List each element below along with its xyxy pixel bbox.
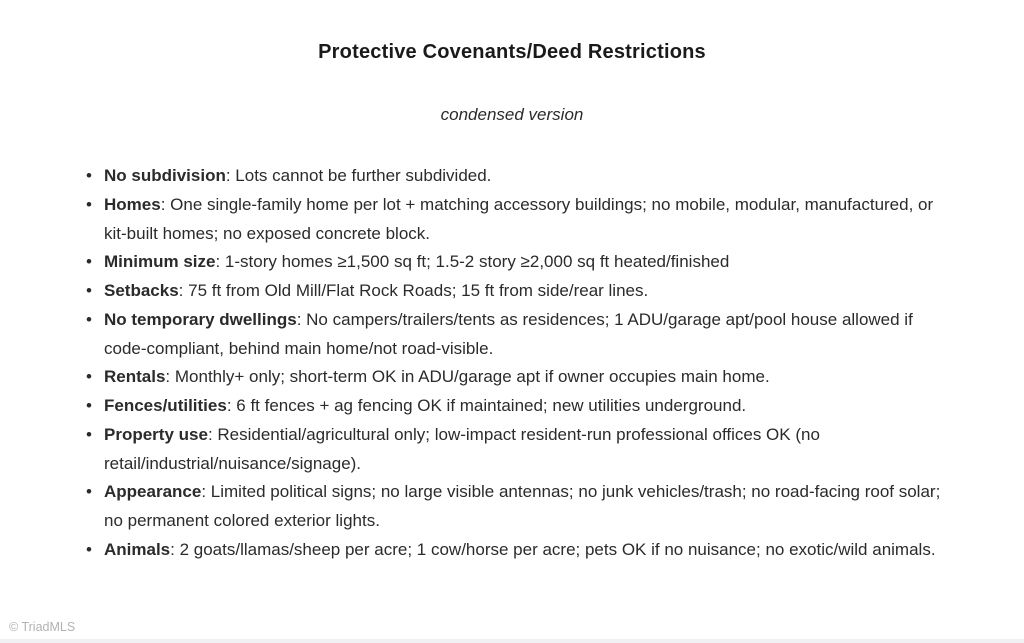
covenant-separator: : <box>207 424 218 444</box>
covenant-item <box>86 306 948 364</box>
covenant-term: No temporary dwellings <box>104 309 297 329</box>
covenant-item <box>86 162 948 191</box>
covenant-separator: : <box>215 252 225 272</box>
covenant-item <box>86 277 948 306</box>
covenant-separator: : <box>178 281 189 300</box>
covenant-text: Lots cannot be further subdivided. <box>235 166 492 185</box>
covenant-item <box>86 536 948 565</box>
covenant-separator: : <box>296 309 307 329</box>
covenant-term: Property use <box>104 424 208 444</box>
covenant-term: Appearance <box>104 482 202 502</box>
covenant-text: Residential/agricultural only; low-impact resident-run professional offices OK (no retail/industrial/nuisance/signage). <box>104 424 820 473</box>
covenants-list <box>86 162 948 565</box>
covenant-item <box>86 363 948 392</box>
watermark: © TriadMLS <box>9 620 76 634</box>
page-title: Protective Covenants/Deed Restrictions <box>318 41 706 63</box>
covenant-item <box>86 421 948 479</box>
covenant-item <box>86 392 948 421</box>
covenant-text: One single-family home per lot + matching accessory buildings; no mobile, modular, manufactured, or kit-built homes; no exposed concrete block. <box>104 194 934 243</box>
covenant-term: Fences/utilities <box>104 396 227 415</box>
bottom-edge-strip <box>0 639 1024 643</box>
covenant-item <box>86 248 948 277</box>
covenant-text: 2 goats/llamas/sheep per acre; 1 cow/horse per acre; pets OK if no nuisance; no exotic/wild animals. <box>179 539 936 559</box>
covenant-term: Animals <box>104 539 171 559</box>
covenant-separator: : <box>165 367 175 387</box>
covenant-text: Monthly+ only; short-term OK in ADU/garage apt if owner occupies main home. <box>174 367 770 387</box>
covenant-term: Rentals <box>104 367 166 387</box>
covenant-term: Homes <box>104 194 161 214</box>
covenant-separator: : <box>160 194 171 214</box>
covenant-text: 1-story homes ≥1,500 sq ft; 1.5-2 story ≥2,000 sq ft heated/finished <box>224 252 730 272</box>
covenant-item <box>86 478 948 536</box>
covenant-term: Setbacks <box>104 281 179 300</box>
covenant-separator: : <box>225 166 236 185</box>
covenant-text: Limited political signs; no large visible antennas; no junk vehicles/trash; no road-facing roof solar; no permanent colored exterior lights. <box>104 482 941 530</box>
covenant-term: Minimum size <box>104 252 216 272</box>
covenant-text: 75 ft from Old Mill/Flat Rock Roads; 15 ft from side/rear lines. <box>188 281 649 300</box>
covenant-text: No campers/trailers/tents as residences; 1 ADU/garage apt/pool house allowed if code-compliant, behind main home/not road-visible. <box>104 309 913 358</box>
covenant-term: No subdivision <box>104 166 226 185</box>
covenant-separator: : <box>226 396 237 415</box>
covenant-separator: : <box>170 539 180 559</box>
page-subtitle: condensed version <box>440 105 584 124</box>
covenant-text: 6 ft fences + ag fencing OK if maintained; new utilities underground. <box>236 396 747 415</box>
covenant-item <box>86 191 948 249</box>
covenant-separator: : <box>201 482 211 502</box>
